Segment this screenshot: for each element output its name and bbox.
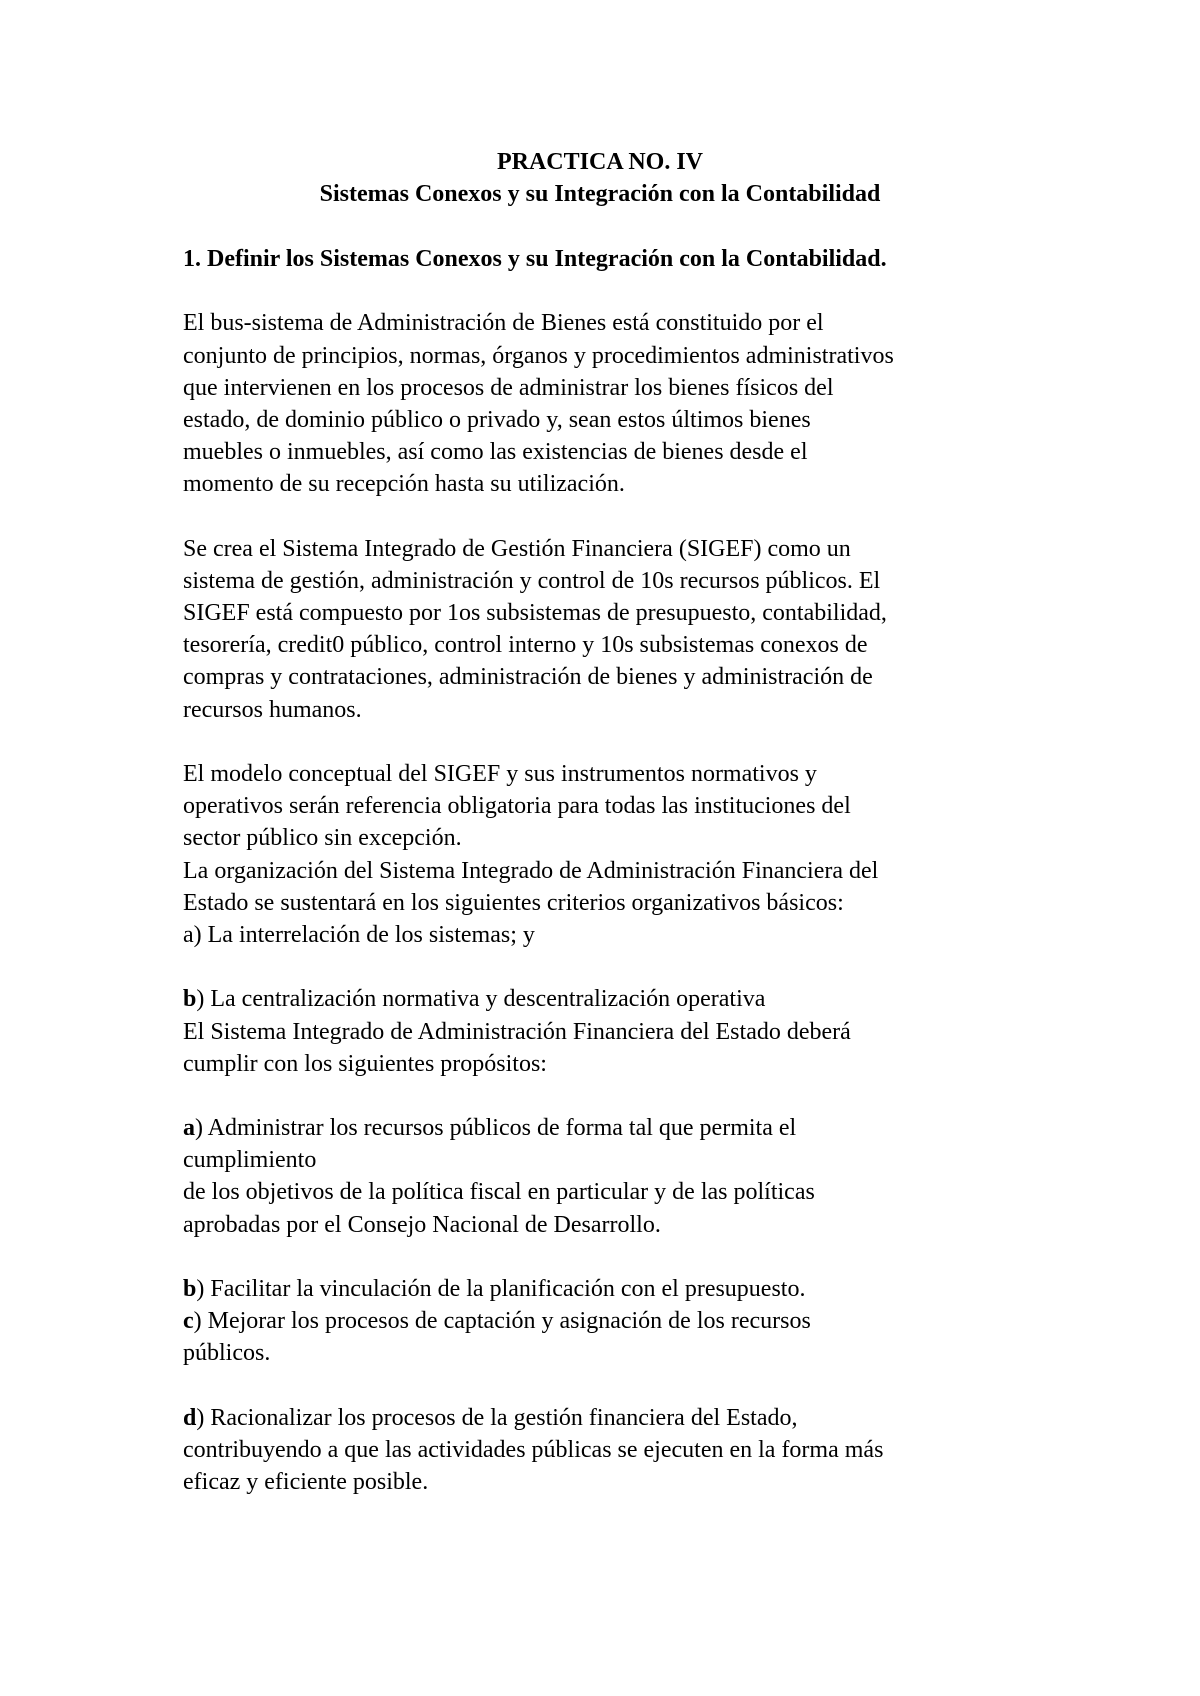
list-item-text: ) Facilitar la vinculación de la planificación con el presupuesto. xyxy=(196,1276,806,1302)
spacer xyxy=(183,726,1083,758)
paragraph-line: conjunto de principios, normas, órganos y procedimientos administrativos xyxy=(183,342,894,369)
paragraph-1 xyxy=(183,307,1083,500)
spacer xyxy=(183,275,1083,307)
paragraph-line: momento de su recepción hasta su utilización. xyxy=(183,471,625,498)
spacer xyxy=(183,951,1083,983)
list-item-first-line xyxy=(183,1305,1083,1337)
paragraph-line: a) La interrelación de los sistemas; y xyxy=(183,921,535,948)
paragraph-4 xyxy=(183,1016,1083,1080)
spacer xyxy=(183,1080,1083,1112)
paragraph-line: sector público sin excepción. xyxy=(183,825,462,852)
list-item-text: ) Administrar los recursos públicos de forma tal que permita el xyxy=(195,1115,797,1142)
list-item-text: ) La centralización normativa y descentralización operativa xyxy=(196,986,766,1013)
spacer xyxy=(183,1241,1083,1273)
title-block xyxy=(0,146,1200,210)
list-item-b-criteria xyxy=(183,983,1083,1015)
list-letter: a xyxy=(183,1115,195,1142)
paragraph-3 xyxy=(183,758,1083,951)
paragraph-2 xyxy=(183,533,1083,726)
document-body xyxy=(183,243,1083,1498)
paragraph-line: Estado se sustentará en los siguientes criterios organizativos básicos: xyxy=(183,889,844,916)
paragraph-line: El modelo conceptual del SIGEF y sus instrumentos normativos y xyxy=(183,761,817,787)
paragraph-line: La organización del Sistema Integrado de Administración Financiera del xyxy=(183,857,879,884)
list-item-text: ) Mejorar los procesos de captación y asignación de los recursos xyxy=(193,1308,811,1335)
list-item-line: aprobadas por el Consejo Nacional de Desarrollo. xyxy=(183,1211,661,1238)
list-letter: d xyxy=(183,1404,197,1431)
list-item-line: eficaz y eficiente posible. xyxy=(183,1469,429,1496)
list-item-d-purpose xyxy=(183,1402,1083,1499)
spacer xyxy=(183,1370,1083,1402)
list-item-line: de los objetivos de la política fiscal en particular y de las políticas xyxy=(183,1179,815,1206)
paragraph-line: El bus-sistema de Administración de Bienes está constituido por el xyxy=(183,310,824,337)
list-item-text: ) Racionalizar los procesos de la gestión financiera del Estado, xyxy=(196,1404,798,1431)
paragraph-line: que intervienen en los procesos de administrar los bienes físicos del xyxy=(183,374,834,401)
list-item-c-purpose xyxy=(183,1305,1083,1369)
paragraph-line: cumplir con los siguientes propósitos: xyxy=(183,1050,547,1077)
list-item-b-purpose xyxy=(183,1273,1083,1305)
document-title: PRACTICA NO. IV xyxy=(496,149,703,175)
document-subtitle: Sistemas Conexos y su Integración con la Contabilidad xyxy=(319,181,881,207)
list-item-first-line xyxy=(183,1402,1083,1434)
list-item-line: contribuyendo a que las actividades públicas se ejecuten en la forma más xyxy=(183,1436,884,1463)
paragraph-line: estado, de dominio público o privado y, sean estos últimos bienes xyxy=(183,406,811,433)
paragraph-line: SIGEF está compuesto por 1os subsistemas de presupuesto, contabilidad, xyxy=(183,600,887,627)
paragraph-line: recursos humanos. xyxy=(183,696,362,723)
list-item-first-line xyxy=(183,1112,1083,1144)
paragraph-line: sistema de gestión, administración y control de 10s recursos públicos. El xyxy=(183,567,881,594)
question-heading: 1. Definir los Sistemas Conexos y su Integración con la Contabilidad. xyxy=(183,246,887,272)
list-item-line: públicos. xyxy=(183,1340,271,1367)
paragraph-line: tesorería, credit0 público, control interno y 10s subsistemas conexos de xyxy=(183,632,868,659)
spacer xyxy=(183,501,1083,533)
list-letter: b xyxy=(183,986,197,1013)
list-item-line: cumplimiento xyxy=(183,1147,317,1174)
paragraph-line: El Sistema Integrado de Administración Financiera del Estado deberá xyxy=(183,1018,851,1045)
paragraph-line: muebles o inmuebles, así como las existencias de bienes desde el xyxy=(183,439,808,466)
list-letter: b xyxy=(183,1276,197,1302)
list-letter: c xyxy=(183,1308,194,1335)
paragraph-line: Se crea el Sistema Integrado de Gestión Financiera (SIGEF) como un xyxy=(183,535,851,562)
paragraph-line: operativos serán referencia obligatoria para todas las instituciones del xyxy=(183,793,851,820)
paragraph-line: compras y contrataciones, administración de bienes y administración de xyxy=(183,664,873,691)
list-item-a-purpose xyxy=(183,1112,1083,1241)
